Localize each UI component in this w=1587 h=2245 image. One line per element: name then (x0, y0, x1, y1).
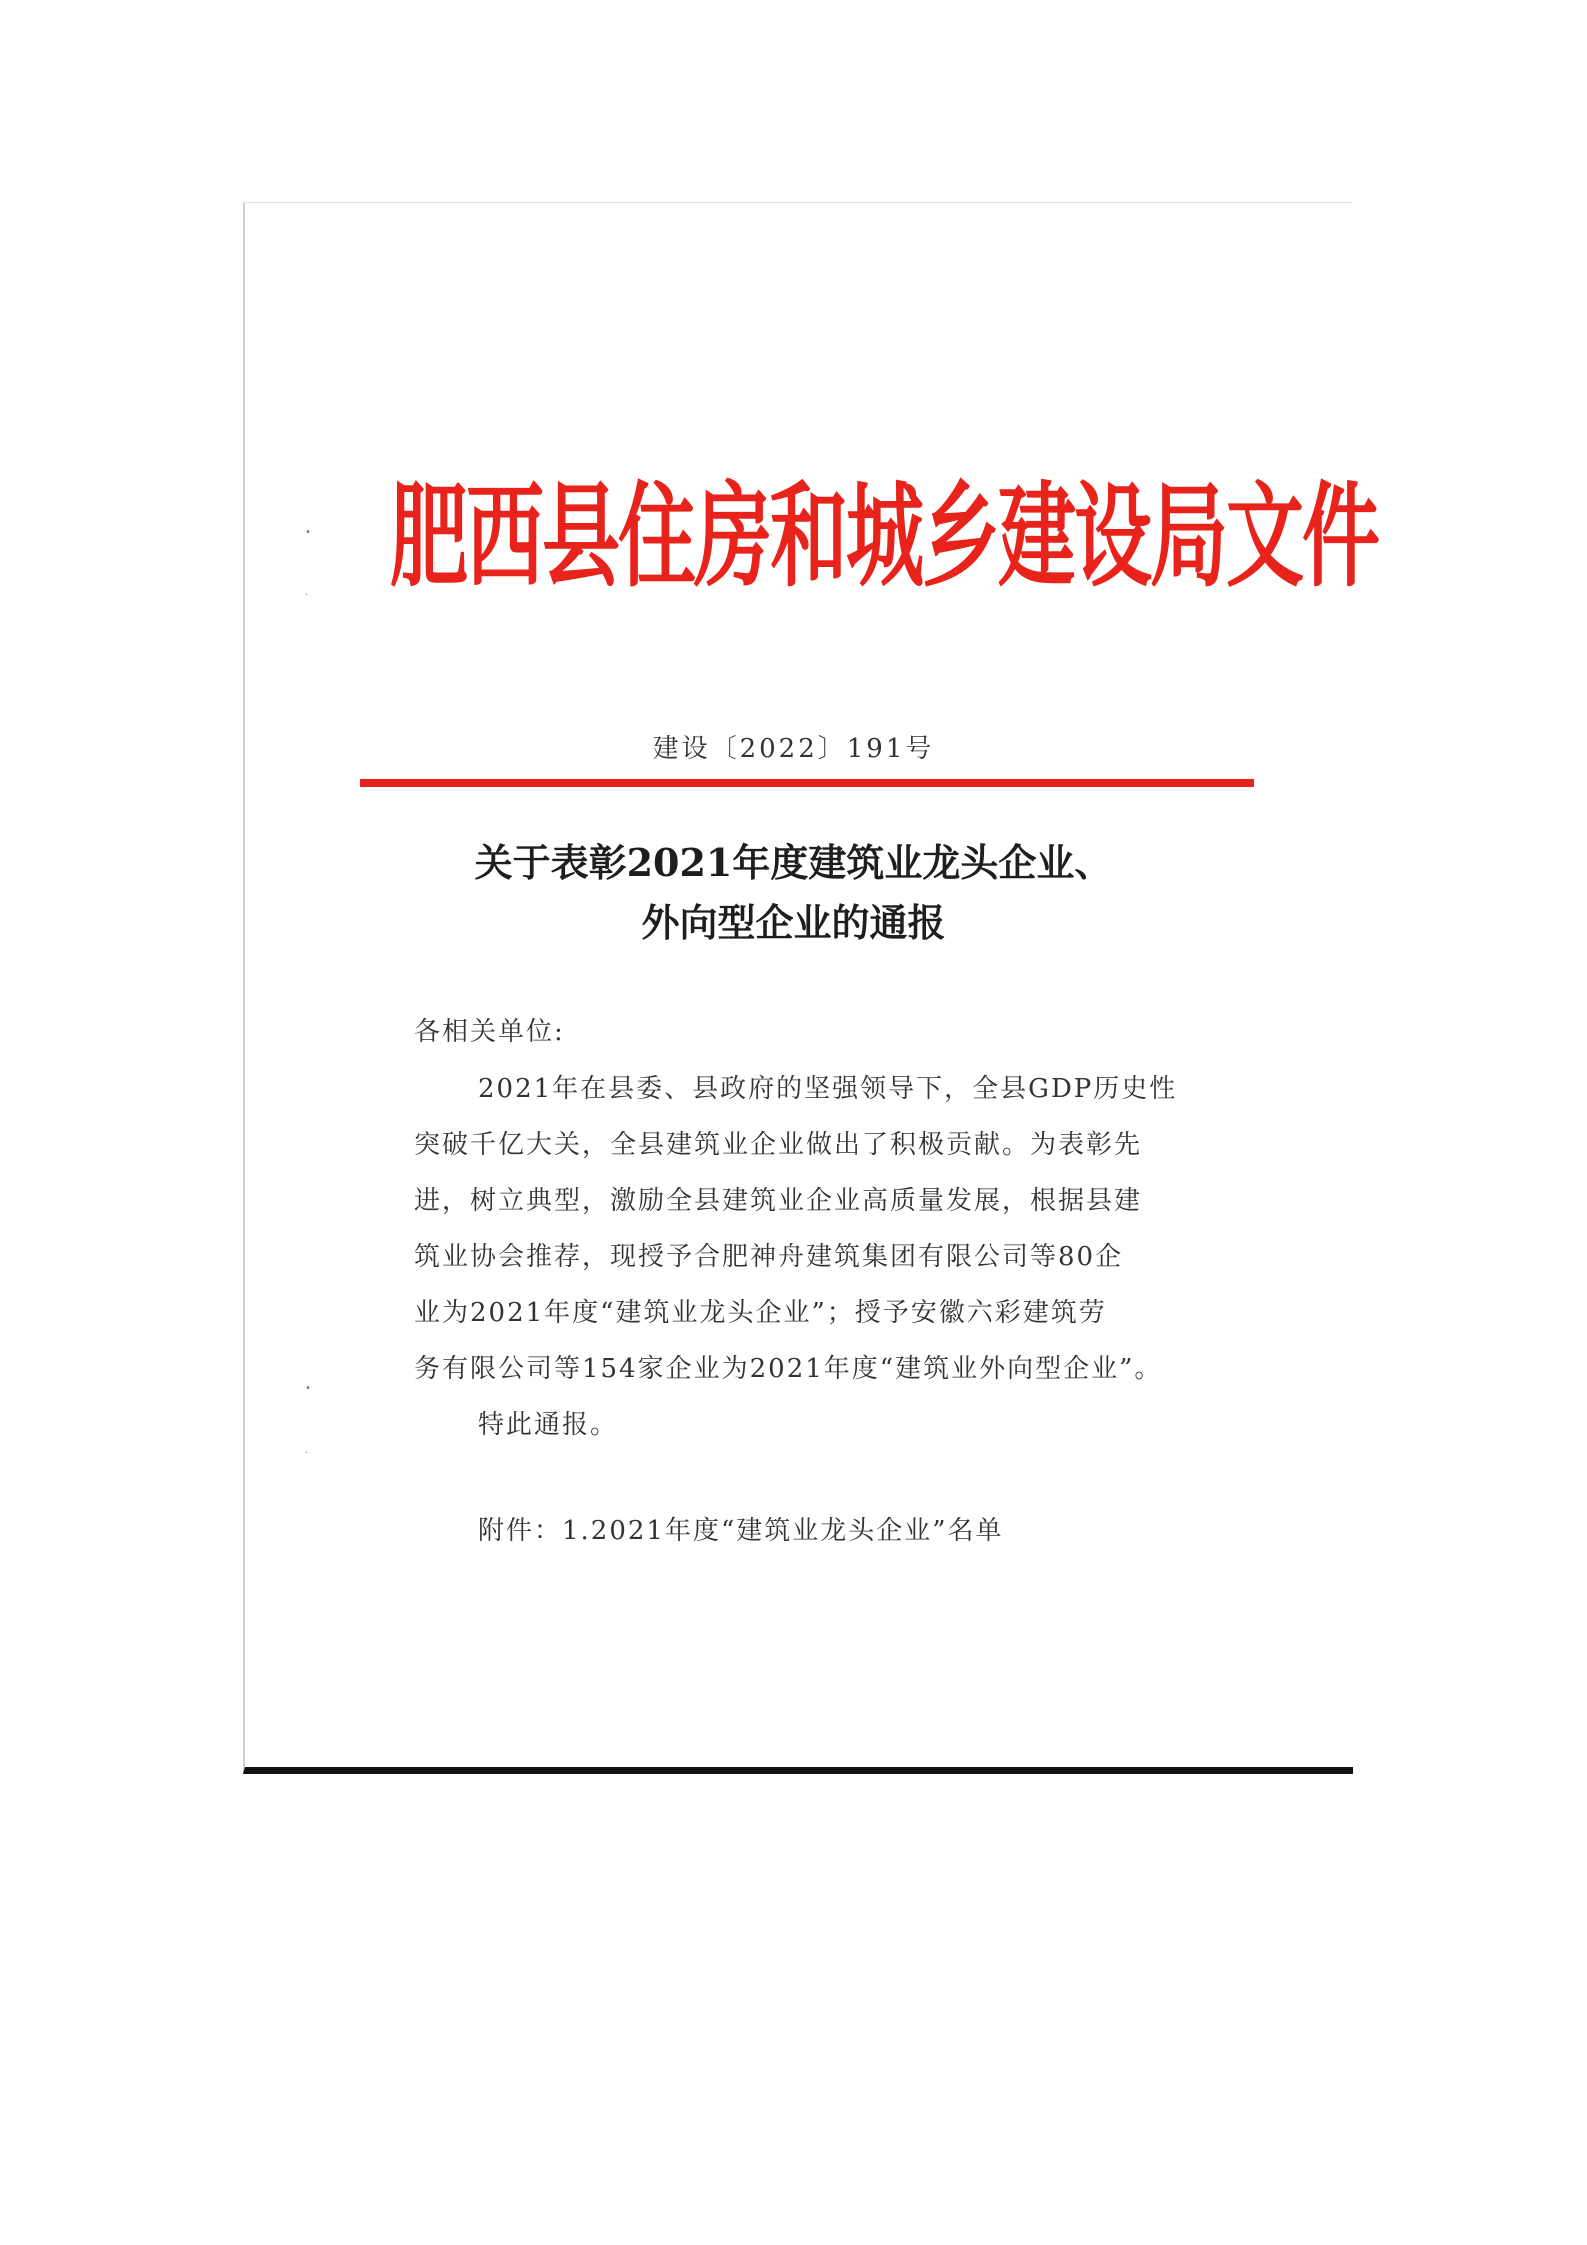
paragraph-line: 务有限公司等154家企业为2021年度“建筑业外向型企业”。 (414, 1354, 1163, 1384)
red-separator-rule (360, 779, 1254, 787)
margin-mark: • (305, 527, 311, 538)
title-line: 关于表彰2021年度建筑业龙头企业、 (474, 840, 1113, 885)
document-number: 建设〔2022〕191号 (652, 734, 935, 764)
margin-mark: · (305, 1448, 309, 1459)
paragraph-line: 突破千亿大关，全县建筑业企业做出了积极贡献。为表彰先 (414, 1130, 1143, 1160)
paragraph-line: 筑业协会推荐，现授予合肥神舟建筑集团有限公司等80企 (414, 1242, 1124, 1272)
paragraph-line: 业为2021年度“建筑业龙头企业”；授予安徽六彩建筑劳 (414, 1298, 1107, 1328)
margin-mark: • (305, 1383, 311, 1394)
closing-line: 特此通报。 (478, 1410, 619, 1440)
paragraph-line: 进，树立典型，激励全县建筑业企业高质量发展，根据县建 (414, 1186, 1143, 1216)
org-header: 肥西县住房和城乡建设局文件 (390, 472, 1379, 604)
salutation: 各相关单位: (414, 1017, 565, 1047)
body-paragraph (414, 1061, 1214, 1397)
document-title (0, 833, 1587, 953)
paragraph-line: 2021年在县委、县政府的坚强领导下，全县GDP历史性 (478, 1074, 1178, 1104)
title-line: 外向型企业的通报 (641, 900, 946, 945)
attachment-line: 附件：1.2021年度“建筑业龙头企业”名单 (478, 1516, 1004, 1546)
margin-mark: · (305, 590, 309, 601)
